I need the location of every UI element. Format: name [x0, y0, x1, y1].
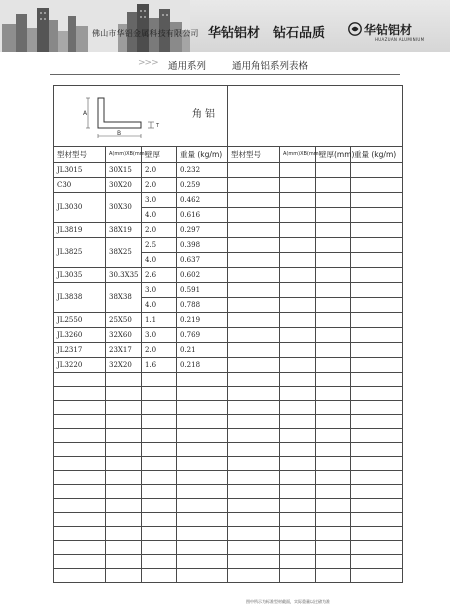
empty-cell — [142, 541, 177, 555]
weight-cell: 0.398 — [177, 238, 228, 253]
empty-cell — [316, 328, 351, 343]
empty-cell — [316, 373, 351, 387]
blank-table-row — [54, 527, 403, 541]
table-row — [54, 283, 403, 298]
empty-cell — [228, 238, 280, 253]
empty-cell — [228, 208, 280, 223]
empty-cell — [142, 457, 177, 471]
thickness-cell: 3.0 — [142, 283, 177, 298]
empty-cell — [106, 373, 142, 387]
model-cell: JL3220 — [54, 358, 106, 373]
empty-cell — [228, 527, 280, 541]
column-header: 重量 (kg/m) — [177, 147, 228, 163]
empty-cell — [351, 298, 403, 313]
table-row — [54, 193, 403, 208]
empty-cell — [54, 527, 106, 541]
empty-cell — [316, 343, 351, 358]
empty-cell — [228, 513, 280, 527]
table-row — [54, 238, 403, 253]
model-cell: JL3260 — [54, 328, 106, 343]
thickness-cell: 2.6 — [142, 268, 177, 283]
thickness-cell: 2.5 — [142, 238, 177, 253]
empty-cell — [106, 555, 142, 569]
empty-cell — [351, 313, 403, 328]
empty-cell — [54, 569, 106, 583]
page-title: 通用角铝系列表格 — [232, 61, 309, 72]
table-header-row — [54, 147, 403, 163]
empty-cell — [351, 253, 403, 268]
empty-cell — [280, 358, 316, 373]
empty-cell — [316, 555, 351, 569]
size-cell: 30X30 — [106, 193, 142, 223]
empty-cell — [316, 429, 351, 443]
weight-cell: 0.637 — [177, 253, 228, 268]
empty-cell — [280, 223, 316, 238]
empty-cell — [54, 457, 106, 471]
table-row — [54, 358, 403, 373]
size-cell: 23X17 — [106, 343, 142, 358]
empty-cell — [142, 569, 177, 583]
empty-cell — [316, 163, 351, 178]
empty-cell — [228, 178, 280, 193]
empty-cell — [316, 513, 351, 527]
blank-table-row — [54, 485, 403, 499]
empty-cell — [280, 541, 316, 555]
diagram-label-b: B — [117, 130, 122, 137]
empty-cell — [228, 443, 280, 457]
empty-cell — [228, 328, 280, 343]
thickness-cell: 2.0 — [142, 343, 177, 358]
model-cell: JL2317 — [54, 343, 106, 358]
company-name: 佛山市华铝金属科技有限公司 — [92, 29, 199, 38]
empty-cell — [54, 429, 106, 443]
triple-chevron-icon: >>> — [138, 58, 158, 68]
empty-cell — [228, 485, 280, 499]
empty-cell — [280, 238, 316, 253]
blank-table-row — [54, 513, 403, 527]
empty-cell — [280, 193, 316, 208]
size-cell: 38X19 — [106, 223, 142, 238]
empty-cell — [142, 485, 177, 499]
empty-cell — [228, 313, 280, 328]
empty-cell — [316, 485, 351, 499]
thickness-cell: 2.0 — [142, 223, 177, 238]
empty-cell — [280, 443, 316, 457]
empty-cell — [351, 415, 403, 429]
city-skyline-image — [0, 0, 190, 52]
model-cell: JL3035 — [54, 268, 106, 283]
empty-cell — [228, 283, 280, 298]
thickness-cell: 4.0 — [142, 208, 177, 223]
empty-cell — [351, 163, 403, 178]
empty-cell — [316, 208, 351, 223]
empty-cell — [280, 485, 316, 499]
empty-cell — [316, 443, 351, 457]
empty-cell — [228, 193, 280, 208]
empty-cell — [280, 555, 316, 569]
empty-cell — [142, 499, 177, 513]
empty-cell — [351, 527, 403, 541]
blank-table-row — [54, 555, 403, 569]
empty-cell — [280, 343, 316, 358]
empty-cell — [316, 298, 351, 313]
empty-cell — [351, 387, 403, 401]
empty-cell — [316, 401, 351, 415]
size-cell: 38X25 — [106, 238, 142, 268]
spec-table — [53, 85, 403, 583]
blank-table-row — [54, 373, 403, 387]
weight-cell: 0.788 — [177, 298, 228, 313]
empty-cell — [280, 178, 316, 193]
empty-cell — [228, 298, 280, 313]
empty-cell — [228, 555, 280, 569]
table-row — [54, 178, 403, 193]
blank-table-row — [54, 387, 403, 401]
empty-cell — [228, 541, 280, 555]
column-header: 型材型号 — [54, 147, 106, 163]
size-cell: 30.3X35 — [106, 268, 142, 283]
column-header: A(mm)XB(mm) — [280, 147, 316, 163]
empty-cell — [54, 485, 106, 499]
empty-cell — [142, 513, 177, 527]
empty-cell — [228, 457, 280, 471]
empty-cell — [351, 223, 403, 238]
empty-cell — [106, 415, 142, 429]
blank-table-row — [54, 415, 403, 429]
weight-cell: 0.591 — [177, 283, 228, 298]
empty-cell — [177, 541, 228, 555]
empty-cell — [177, 527, 228, 541]
weight-cell: 0.769 — [177, 328, 228, 343]
empty-cell — [316, 358, 351, 373]
empty-cell — [54, 471, 106, 485]
empty-cell — [316, 253, 351, 268]
model-cell: JL3825 — [54, 238, 106, 268]
thickness-cell: 4.0 — [142, 253, 177, 268]
size-cell: 38X38 — [106, 283, 142, 313]
empty-cell — [106, 513, 142, 527]
weight-cell: 0.21 — [177, 343, 228, 358]
empty-cell — [228, 163, 280, 178]
column-header: A(mm)XB(mm) — [106, 147, 142, 163]
empty-cell — [177, 471, 228, 485]
empty-cell — [280, 415, 316, 429]
empty-cell — [316, 178, 351, 193]
empty-cell — [351, 513, 403, 527]
thickness-cell: 4.0 — [142, 298, 177, 313]
weight-cell: 0.218 — [177, 358, 228, 373]
model-cell: C30 — [54, 178, 106, 193]
empty-cell — [280, 513, 316, 527]
empty-cell — [351, 555, 403, 569]
empty-diagram-cell — [228, 86, 403, 147]
empty-cell — [54, 401, 106, 415]
blank-table-row — [54, 471, 403, 485]
empty-cell — [177, 401, 228, 415]
empty-cell — [228, 268, 280, 283]
empty-cell — [316, 415, 351, 429]
empty-cell — [280, 208, 316, 223]
empty-cell — [351, 283, 403, 298]
empty-cell — [106, 499, 142, 513]
empty-cell — [142, 555, 177, 569]
empty-cell — [228, 358, 280, 373]
empty-cell — [142, 415, 177, 429]
weight-cell: 0.616 — [177, 208, 228, 223]
brand-name: 华钻铝材 — [364, 23, 413, 37]
thickness-cell: 3.0 — [142, 193, 177, 208]
empty-cell — [142, 387, 177, 401]
empty-cell — [316, 471, 351, 485]
empty-cell — [280, 268, 316, 283]
empty-cell — [280, 283, 316, 298]
empty-cell — [316, 387, 351, 401]
empty-cell — [142, 527, 177, 541]
size-cell: 30X15 — [106, 163, 142, 178]
brand-slogan: 华钻铝材 钻石品质 — [208, 26, 326, 41]
thickness-cell: 3.0 — [142, 328, 177, 343]
empty-cell — [106, 541, 142, 555]
header-banner — [0, 0, 450, 52]
empty-cell — [351, 208, 403, 223]
empty-cell — [316, 223, 351, 238]
empty-cell — [351, 429, 403, 443]
empty-cell — [228, 499, 280, 513]
empty-cell — [280, 313, 316, 328]
empty-cell — [106, 569, 142, 583]
column-header: 壁厚 — [142, 147, 177, 163]
series-label: 通用系列 — [168, 61, 207, 72]
empty-cell — [316, 541, 351, 555]
column-header: 壁厚(mm) — [316, 147, 351, 163]
blank-table-row — [54, 541, 403, 555]
empty-cell — [106, 527, 142, 541]
empty-cell — [316, 499, 351, 513]
size-cell: 32X60 — [106, 328, 142, 343]
empty-cell — [228, 569, 280, 583]
empty-cell — [351, 178, 403, 193]
weight-cell: 0.602 — [177, 268, 228, 283]
empty-cell — [316, 283, 351, 298]
brand-logo-icon — [348, 22, 362, 36]
empty-cell — [177, 569, 228, 583]
model-cell: JL3030 — [54, 193, 106, 223]
empty-cell — [280, 457, 316, 471]
empty-cell — [177, 429, 228, 443]
blank-table-row — [54, 457, 403, 471]
blank-table-row — [54, 443, 403, 457]
size-cell: 32X20 — [106, 358, 142, 373]
weight-cell: 0.462 — [177, 193, 228, 208]
empty-cell — [351, 238, 403, 253]
empty-cell — [316, 313, 351, 328]
empty-cell — [280, 401, 316, 415]
empty-cell — [54, 415, 106, 429]
table-row — [54, 343, 403, 358]
empty-cell — [106, 429, 142, 443]
empty-cell — [351, 499, 403, 513]
empty-cell — [280, 253, 316, 268]
table-row — [54, 313, 403, 328]
empty-cell — [54, 387, 106, 401]
empty-cell — [142, 471, 177, 485]
empty-cell — [228, 471, 280, 485]
weight-cell: 0.219 — [177, 313, 228, 328]
footer-note: 图中所示为标准型材截面，实际重量以过磅为准 — [246, 599, 330, 604]
empty-cell — [280, 298, 316, 313]
blank-table-row — [54, 401, 403, 415]
table-row — [54, 163, 403, 178]
empty-cell — [142, 373, 177, 387]
empty-cell — [177, 387, 228, 401]
empty-cell — [316, 569, 351, 583]
empty-cell — [106, 387, 142, 401]
empty-cell — [106, 401, 142, 415]
empty-cell — [280, 163, 316, 178]
empty-cell — [54, 443, 106, 457]
empty-cell — [106, 457, 142, 471]
empty-cell — [54, 499, 106, 513]
empty-cell — [316, 457, 351, 471]
empty-cell — [280, 328, 316, 343]
empty-cell — [351, 343, 403, 358]
model-cell: JL3838 — [54, 283, 106, 313]
empty-cell — [280, 471, 316, 485]
diagram-label-a: A — [83, 110, 88, 117]
empty-cell — [177, 415, 228, 429]
empty-cell — [351, 485, 403, 499]
brand-name-english: HUAZUAN ALUMINIUM — [375, 37, 425, 42]
empty-cell — [280, 527, 316, 541]
thickness-cell: 1.1 — [142, 313, 177, 328]
empty-cell — [228, 343, 280, 358]
empty-cell — [316, 193, 351, 208]
weight-cell: 0.232 — [177, 163, 228, 178]
empty-cell — [351, 443, 403, 457]
empty-cell — [142, 429, 177, 443]
empty-cell — [280, 499, 316, 513]
table-row — [54, 328, 403, 343]
model-cell: JL3015 — [54, 163, 106, 178]
model-cell: JL3819 — [54, 223, 106, 238]
empty-cell — [351, 373, 403, 387]
angle-profile-diagram — [76, 92, 186, 142]
empty-cell — [142, 401, 177, 415]
empty-cell — [106, 485, 142, 499]
product-name: 角铝 — [192, 109, 218, 120]
empty-cell — [177, 555, 228, 569]
empty-cell — [280, 429, 316, 443]
empty-cell — [177, 373, 228, 387]
blank-table-row — [54, 499, 403, 513]
empty-cell — [54, 555, 106, 569]
empty-cell — [228, 223, 280, 238]
weight-cell: 0.297 — [177, 223, 228, 238]
header-divider — [50, 74, 400, 75]
column-header: 重量 (kg/m) — [351, 147, 403, 163]
empty-cell — [54, 541, 106, 555]
empty-cell — [316, 238, 351, 253]
angle-diagram-cell — [54, 86, 228, 147]
empty-cell — [280, 387, 316, 401]
empty-cell — [106, 443, 142, 457]
empty-cell — [351, 268, 403, 283]
empty-cell — [316, 268, 351, 283]
empty-cell — [351, 401, 403, 415]
thickness-cell: 2.0 — [142, 163, 177, 178]
table-row — [54, 223, 403, 238]
empty-cell — [228, 429, 280, 443]
empty-cell — [54, 373, 106, 387]
size-cell: 25X50 — [106, 313, 142, 328]
weight-cell: 0.259 — [177, 178, 228, 193]
model-cell: JL2550 — [54, 313, 106, 328]
blank-table-row — [54, 569, 403, 583]
empty-cell — [351, 457, 403, 471]
empty-cell — [142, 443, 177, 457]
empty-cell — [351, 193, 403, 208]
empty-cell — [177, 485, 228, 499]
thickness-cell: 1.6 — [142, 358, 177, 373]
empty-cell — [316, 527, 351, 541]
section-header — [0, 55, 450, 77]
column-header: 型材型号 — [228, 147, 280, 163]
size-cell: 30X20 — [106, 178, 142, 193]
empty-cell — [351, 358, 403, 373]
empty-cell — [351, 569, 403, 583]
empty-cell — [177, 513, 228, 527]
empty-cell — [54, 513, 106, 527]
empty-cell — [280, 373, 316, 387]
diagram-row — [54, 86, 403, 147]
empty-cell — [228, 253, 280, 268]
empty-cell — [177, 443, 228, 457]
empty-cell — [177, 457, 228, 471]
empty-cell — [351, 541, 403, 555]
diagram-label-t: T — [156, 123, 160, 129]
empty-cell — [177, 499, 228, 513]
empty-cell — [106, 471, 142, 485]
thickness-cell: 2.0 — [142, 178, 177, 193]
empty-cell — [228, 387, 280, 401]
empty-cell — [351, 328, 403, 343]
blank-table-row — [54, 429, 403, 443]
table-row — [54, 268, 403, 283]
empty-cell — [280, 569, 316, 583]
empty-cell — [351, 471, 403, 485]
empty-cell — [228, 401, 280, 415]
empty-cell — [228, 415, 280, 429]
empty-cell — [228, 373, 280, 387]
